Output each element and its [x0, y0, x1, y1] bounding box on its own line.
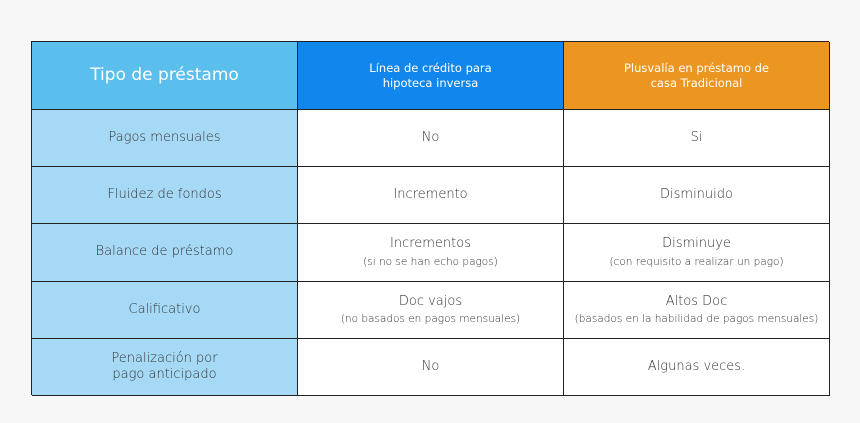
cell-main-text: Algunas veces. [647, 358, 746, 374]
row-label-loan-balance [32, 224, 298, 282]
header-traditional-equity-label: Plusvalía en préstamo de casa Tradicional [623, 61, 770, 90]
row-label-text: Fluidez de fondos [107, 186, 222, 202]
row-loan-balance-traditional [564, 224, 830, 282]
header-traditional-equity [564, 42, 830, 110]
row-label-text: Calificativo [128, 301, 201, 317]
cell-sub-text: (si no se han echo pagos) [363, 255, 498, 268]
header-reverse-mortgage-label: Línea de crédito para hipoteca inversa [369, 61, 492, 90]
row-label-qualification [32, 282, 298, 339]
row-fund-flow-traditional [564, 167, 830, 224]
cell-main-text: Incrementos [389, 236, 471, 252]
cell-main-text: Disminuye [662, 236, 731, 252]
cell-main-text: No [421, 129, 440, 145]
cell-sub-text: (basados en la habilidad de pagos mensuales) [574, 313, 819, 326]
row-prepayment-penalty-reverse [298, 339, 564, 396]
comparison-table [31, 41, 829, 395]
cell-sub-text: (con requisito a realizar un pago) [609, 255, 784, 268]
row-monthly-payments-reverse [298, 110, 564, 167]
header-loan-type-label: Tipo de préstamo [90, 64, 239, 85]
row-label-text: Balance de préstamo [95, 244, 234, 260]
row-loan-balance-reverse [298, 224, 564, 282]
cell-sub-text: (no basados en pagos mensuales) [340, 313, 521, 326]
row-qualification-reverse [298, 282, 564, 339]
row-fund-flow-reverse [298, 167, 564, 224]
cell-main-text: Incremento [393, 186, 468, 202]
cell-main-text: Si [690, 129, 703, 145]
row-label-text: Pagos mensuales [108, 129, 221, 145]
header-loan-type [32, 42, 298, 110]
row-qualification-traditional [564, 282, 830, 339]
row-prepayment-penalty-traditional [564, 339, 830, 396]
row-label-fund-flow [32, 167, 298, 224]
row-label-text: Penalización por pago anticipado [111, 350, 218, 382]
row-monthly-payments-traditional [564, 110, 830, 167]
row-label-monthly-payments [32, 110, 298, 167]
header-reverse-mortgage [298, 42, 564, 110]
cell-main-text: Altos Doc [665, 293, 728, 309]
cell-main-text: Disminuido [660, 186, 733, 202]
cell-main-text: Doc vajos [398, 293, 463, 309]
cell-main-text: No [421, 358, 440, 374]
row-label-prepayment-penalty [32, 339, 298, 396]
